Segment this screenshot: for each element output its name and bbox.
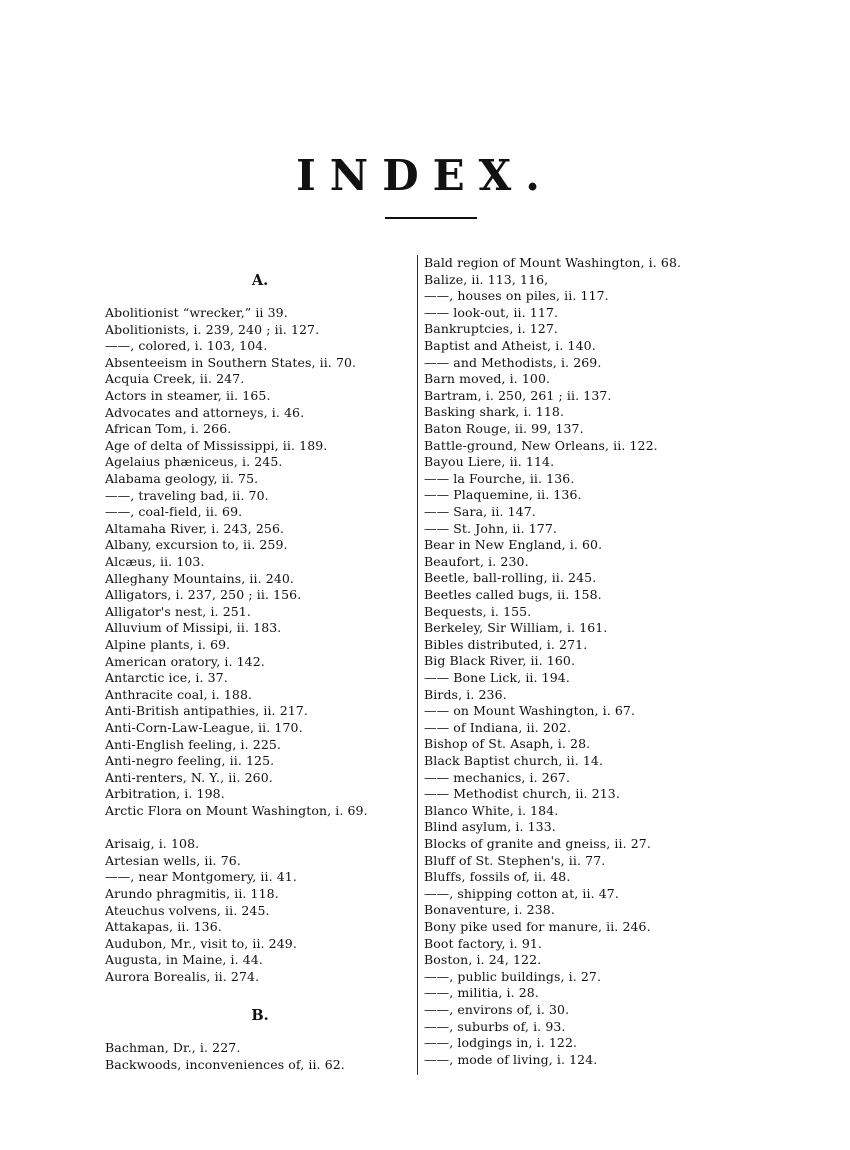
index-entry: Boston, i. 24, 122. — [424, 952, 542, 968]
index-entry: Bishop of St. Asaph, i. 28. — [424, 736, 591, 752]
index-entry: Battle-ground, New Orleans, ii. 122. — [424, 437, 658, 453]
index-entry: Arbitration, i. 198. — [105, 786, 225, 802]
index-entry: Advocates and attorneys, i. 46. — [105, 404, 305, 420]
index-entry: Blocks of granite and gneiss, ii. 27. — [424, 836, 651, 851]
index-entry: Bear in New England, i. 60. — [424, 537, 603, 553]
index-entry: —— la Fourche, ii. 136. — [424, 470, 575, 486]
index-entry: Age of delta of Mississippi, ii. 189. — [105, 437, 328, 453]
index-entry: Beaufort, i. 230. — [424, 553, 529, 569]
index-entry: Anti-British antipathies, ii. 217. — [105, 703, 308, 719]
index-entry: Acquia Creek, ii. 247. — [105, 371, 245, 387]
index-entry: Bayou Liere, ii. 114. — [424, 454, 555, 470]
index-entry: ——, militia, i. 28. — [424, 985, 539, 1001]
column-divider — [417, 255, 418, 1075]
index-entry: Audubon, Mr., visit to, ii. 249. — [105, 935, 297, 951]
index-entry: Augusta, in Maine, i. 44. — [105, 952, 263, 968]
index-entry: Attakapas, ii. 136. — [105, 919, 222, 935]
index-entry: Beetles called bugs, ii. 158. — [424, 587, 602, 602]
index-entry: Alligators, i. 237, 250 ; ii. 156. — [105, 587, 302, 603]
index-entry: Alpine plants, i. 69. — [105, 637, 231, 652]
index-entry: Anthracite coal, i. 188. — [105, 686, 253, 702]
index-entry: Baton Rouge, ii. 99, 137. — [424, 421, 584, 436]
index-entry: Alleghany Mountains, ii. 240. — [105, 570, 294, 586]
index-entry: Bald region of Mount Washington, i. 68. — [424, 255, 682, 270]
index-entry: ——, houses on piles, ii. 117. — [424, 288, 609, 304]
index-entry: ——, shipping cotton at, ii. 47. — [424, 885, 619, 901]
index-entry: Blanco White, i. 184. — [424, 802, 559, 818]
index-entry: Bonaventure, i. 238. — [424, 902, 555, 918]
index-entry: —— on Mount Washington, i. 67. — [424, 703, 636, 719]
index-entry: Albany, excursion to, ii. 259. — [105, 537, 288, 553]
index-entry: ——, lodgings in, i. 122. — [424, 1035, 578, 1051]
index-entry: ——, traveling bad, ii. 70. — [105, 487, 269, 503]
index-entry: Bluff of St. Stephen's, ii. 77. — [424, 852, 606, 868]
index-entry: —— Sara, ii. 147. — [424, 504, 536, 519]
index-entry: Bequests, i. 155. — [424, 603, 532, 619]
index-entry: Bibles distributed, i. 271. — [424, 636, 588, 652]
index-entry: ——, coal-field, ii. 69. — [105, 504, 243, 520]
index-entry: African Tom, i. 266. — [105, 421, 232, 437]
index-entry: Alligator's nest, i. 251. — [105, 603, 251, 619]
index-entry: ——, near Montgomery, ii. 41. — [105, 869, 297, 885]
index-entry: Agelaius phæniceus, i. 245. — [105, 454, 283, 470]
index-entry: ——, mode of living, i. 124. — [424, 1051, 598, 1067]
index-entry: Anti-Corn-Law-League, ii. 170. — [105, 720, 303, 735]
index-entry: Abolitionists, i. 239, 240 ; ii. 127. — [105, 321, 320, 337]
index-entry: Anti-renters, N. Y., ii. 260. — [105, 769, 273, 785]
index-entry: Birds, i. 236. — [424, 686, 507, 702]
index-entry: Arundo phragmitis, ii. 118. — [105, 886, 279, 901]
index-entry: Alabama geology, ii. 75. — [105, 471, 259, 486]
index-entry: Barn moved, i. 100. — [424, 371, 551, 387]
index-entry: Abolitionist “wrecker,” ii 39. — [105, 305, 288, 320]
index-entry: ——, suburbs of, i. 93. — [424, 1018, 566, 1034]
index-entry: —— Bone Lick, ii. 194. — [424, 670, 570, 685]
index-entry: —— and Methodists, i. 269. — [424, 354, 602, 370]
index-entry: Blind asylum, i. 133. — [424, 819, 556, 835]
index-entry: Altamaha River, i. 243, 256. — [105, 520, 285, 536]
index-entry: —— Plaquemine, ii. 136. — [424, 487, 582, 503]
section-letter-b: B. — [251, 1007, 269, 1024]
index-entry: Alluvium of Missipi, ii. 183. — [105, 620, 282, 636]
index-entry: Absenteeism in Southern States, ii. 70. — [105, 354, 357, 370]
index-entry: Bony pike used for manure, ii. 246. — [424, 919, 651, 934]
index-entry: Aurora Borealis, ii. 274. — [105, 969, 260, 984]
index-entry: —— look-out, ii. 117. — [424, 304, 559, 320]
index-entry: Berkeley, Sir William, i. 161. — [424, 620, 608, 636]
index-entry: Bachman, Dr., i. 227. — [105, 1040, 241, 1055]
index-entry: Black Baptist church, ii. 14. — [424, 753, 604, 768]
index-entry: ——, environs of, i. 30. — [424, 1002, 570, 1017]
index-entry: Basking shark, i. 118. — [424, 404, 565, 420]
index-entry: Ateuchus volvens, ii. 245. — [105, 902, 270, 918]
index-entry: Bluffs, fossils of, ii. 48. — [424, 869, 571, 885]
index-entry: —— Methodist church, ii. 213. — [424, 786, 620, 802]
index-entry: Backwoods, inconveniences of, ii. 62. — [105, 1056, 345, 1072]
index-entry: Anti-English feeling, i. 225. — [105, 736, 282, 752]
index-entry: Bankruptcies, i. 127. — [424, 321, 558, 337]
index-title: INDEX. — [296, 151, 554, 200]
section-letter-a: A. — [251, 272, 269, 289]
index-entry: Actors in steamer, ii. 165. — [105, 388, 271, 403]
index-entry: Arctic Flora on Mount Washington, i. 69. — [105, 803, 368, 818]
index-entry: ——, colored, i. 103, 104. — [105, 338, 268, 354]
index-entry: Balize, ii. 113, 116, — [424, 271, 549, 287]
index-entry: Baptist and Atheist, i. 140. — [424, 338, 596, 353]
index-entry: Antarctic ice, i. 37. — [105, 670, 228, 686]
index-entry: Anti-negro feeling, ii. 125. — [105, 753, 275, 769]
index-entry: Big Black River, ii. 160. — [424, 653, 576, 669]
index-entry: Arisaig, i. 108. — [105, 836, 200, 852]
index-entry: Boot factory, i. 91. — [424, 935, 543, 951]
index-entry: ——, public buildings, i. 27. — [424, 968, 602, 984]
index-entry: —— St. John, ii. 177. — [424, 520, 557, 536]
index-entry: Artesian wells, ii. 76. — [105, 852, 241, 868]
index-entry: —— mechanics, i. 267. — [424, 769, 571, 785]
title-rule — [385, 217, 477, 219]
index-entry: American oratory, i. 142. — [105, 653, 265, 669]
index-entry: Beetle, ball-rolling, ii. 245. — [424, 570, 597, 586]
index-entry: Bartram, i. 250, 261 ; ii. 137. — [424, 387, 612, 403]
index-entry: Alcæus, ii. 103. — [105, 554, 205, 569]
index-entry: —— of Indiana, ii. 202. — [424, 719, 572, 735]
